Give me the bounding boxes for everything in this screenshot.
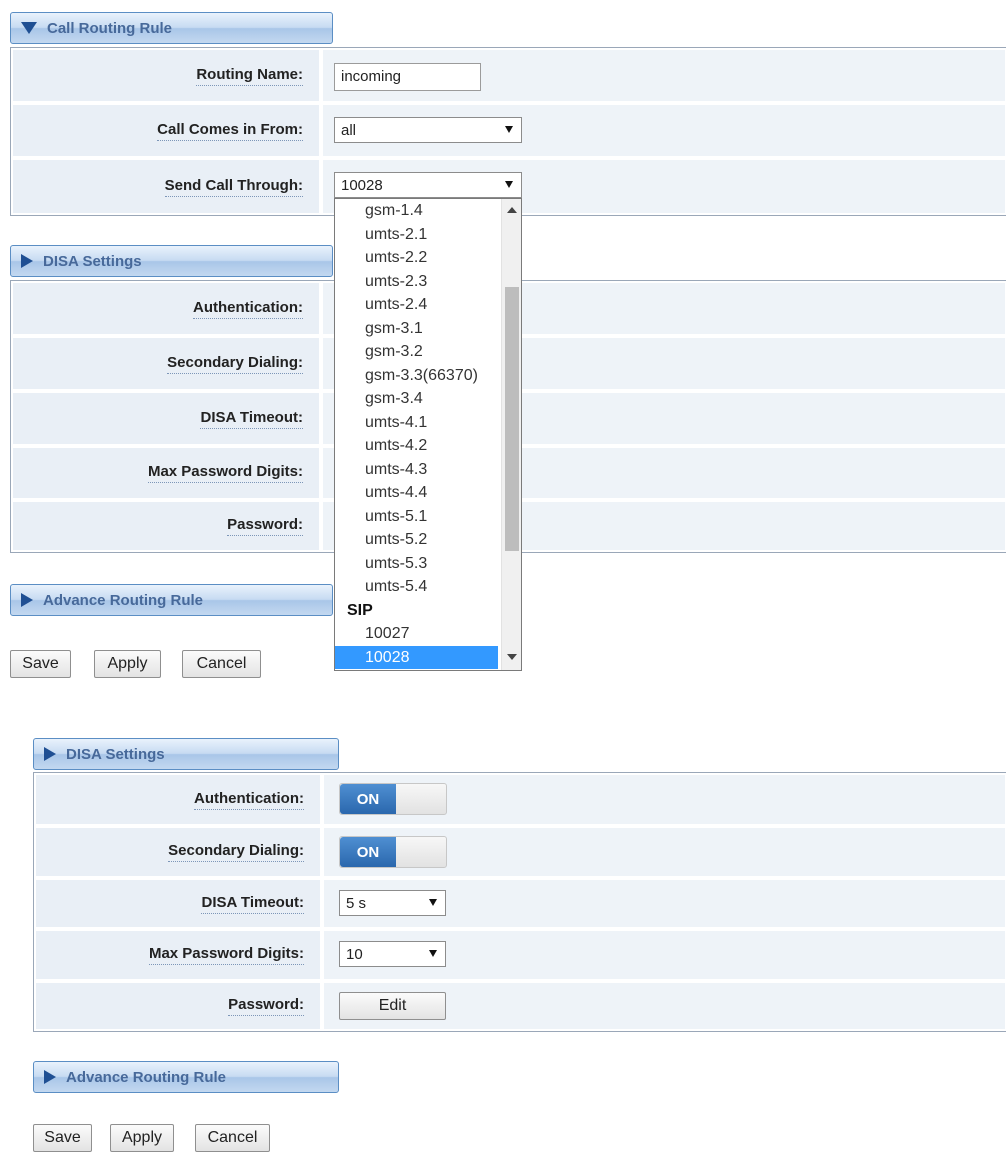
authentication-toggle[interactable]	[339, 783, 447, 815]
secondary-dialing-label-cell	[11, 336, 321, 391]
disa-timeout-label: DISA Timeout:	[201, 894, 304, 914]
section-title: DISA Settings	[66, 745, 165, 763]
password-label: Password:	[227, 516, 303, 536]
toggle-on-state: ON	[340, 837, 396, 867]
send-call-through-dropdown-list[interactable]	[334, 198, 522, 671]
max-password-digits-value: 10	[346, 945, 363, 963]
dropdown-option[interactable]: gsm-3.1	[365, 319, 423, 337]
dropdown-option[interactable]: umts-4.1	[365, 413, 428, 431]
section-title: Advance Routing Rule	[66, 1068, 227, 1086]
dropdown-option[interactable]: umts-2.1	[365, 225, 428, 243]
max-password-digits-label: Max Password Digits:	[149, 945, 304, 965]
cancel-button[interactable]: Cancel	[182, 650, 261, 678]
max-password-digits-label-cell	[34, 929, 322, 981]
password-label: Password:	[228, 996, 304, 1016]
expand-triangle-icon	[44, 747, 56, 761]
call-comes-in-from-select[interactable]	[334, 117, 522, 143]
disa-settings-header-bottom[interactable]	[33, 738, 339, 770]
dropdown-scrollbar[interactable]	[501, 199, 521, 670]
dropdown-option[interactable]: umts-4.2	[365, 437, 428, 454]
call-comes-in-from-label: Call Comes in From:	[157, 121, 303, 141]
dropdown-arrow-icon	[429, 950, 437, 957]
authentication-label: Authentication:	[193, 299, 303, 319]
scroll-down-arrow-icon[interactable]	[507, 654, 517, 660]
section-title: Advance Routing Rule	[43, 591, 204, 609]
disa-timeout-label-cell	[34, 878, 322, 929]
max-password-digits-select[interactable]	[339, 941, 446, 967]
disa-settings-header[interactable]	[10, 245, 333, 277]
disa-timeout-select[interactable]	[339, 890, 446, 916]
call-routing-rule-header[interactable]	[10, 12, 333, 44]
dropdown-option[interactable]: gsm-3.3(66370)	[365, 366, 478, 384]
call-comes-in-from-label-cell	[11, 103, 321, 158]
advance-routing-rule-header[interactable]	[10, 584, 333, 616]
dropdown-option[interactable]: umts-2.2	[365, 249, 428, 266]
apply-button[interactable]: Apply	[110, 1124, 174, 1152]
disa-timeout-label: DISA Timeout:	[200, 409, 303, 429]
authentication-label-cell	[11, 281, 321, 336]
authentication-label: Authentication:	[194, 790, 304, 810]
send-call-through-select[interactable]	[334, 172, 522, 198]
routing-name-label-cell	[11, 48, 321, 103]
apply-button[interactable]: Apply	[94, 650, 161, 678]
max-password-digits-label: Max Password Digits:	[148, 463, 303, 483]
cancel-button[interactable]: Cancel	[195, 1124, 270, 1152]
send-call-through-value: 10028	[341, 176, 383, 194]
dropdown-group-label: SIP	[347, 601, 373, 619]
secondary-dialing-toggle[interactable]	[339, 836, 447, 868]
dropdown-option[interactable]: umts-5.3	[365, 554, 428, 572]
max-password-digits-label-cell	[11, 446, 321, 500]
dropdown-arrow-icon	[505, 126, 513, 133]
disa-settings-table-bottom	[33, 772, 1006, 1032]
disa-timeout-label-cell	[11, 391, 321, 446]
dropdown-option[interactable]: 10027	[365, 625, 410, 642]
scroll-up-arrow-icon[interactable]	[507, 207, 517, 213]
dropdown-option-selected[interactable]: 10028	[335, 646, 498, 669]
dropdown-arrow-icon	[429, 899, 437, 906]
dropdown-option[interactable]: umts-5.1	[365, 507, 428, 525]
send-call-through-label: Send Call Through:	[165, 177, 303, 197]
send-call-through-label-cell	[11, 158, 321, 215]
routing-name-label: Routing Name:	[196, 66, 303, 86]
secondary-dialing-label: Secondary Dialing:	[168, 842, 304, 862]
dropdown-option[interactable]: umts-4.4	[365, 484, 428, 501]
dropdown-arrow-icon	[505, 181, 513, 188]
disa-timeout-value: 5 s	[346, 894, 367, 912]
section-title: Call Routing Rule	[47, 19, 172, 37]
dropdown-option[interactable]: umts-5.4	[365, 578, 428, 595]
save-button[interactable]: Save	[10, 650, 71, 678]
password-edit-button[interactable]: Edit	[339, 992, 446, 1020]
advance-routing-rule-header-bottom[interactable]	[33, 1061, 339, 1093]
password-label-cell	[11, 500, 321, 552]
dropdown-option[interactable]: gsm-3.2	[365, 343, 423, 360]
expand-triangle-icon	[21, 593, 33, 607]
section-title: DISA Settings	[43, 252, 142, 270]
routing-name-input[interactable]: incoming	[334, 63, 481, 91]
collapse-triangle-icon	[21, 22, 37, 34]
scrollbar-thumb[interactable]	[505, 287, 519, 551]
expand-triangle-icon	[44, 1070, 56, 1084]
dropdown-option[interactable]: umts-5.2	[365, 531, 428, 548]
call-comes-in-from-value: all	[341, 121, 357, 139]
dropdown-option[interactable]: gsm-3.4	[365, 390, 423, 407]
toggle-on-state: ON	[340, 784, 396, 814]
password-label-cell	[34, 981, 322, 1031]
secondary-dialing-label: Secondary Dialing:	[167, 354, 303, 374]
save-button[interactable]: Save	[33, 1124, 92, 1152]
dropdown-option[interactable]: umts-4.3	[365, 460, 428, 478]
dropdown-option[interactable]: umts-2.3	[365, 272, 428, 290]
secondary-dialing-label-cell	[34, 826, 322, 878]
dropdown-option[interactable]: gsm-1.4	[365, 202, 423, 219]
dropdown-option[interactable]: umts-2.4	[365, 296, 428, 313]
expand-triangle-icon	[21, 254, 33, 268]
authentication-label-cell	[34, 773, 322, 826]
